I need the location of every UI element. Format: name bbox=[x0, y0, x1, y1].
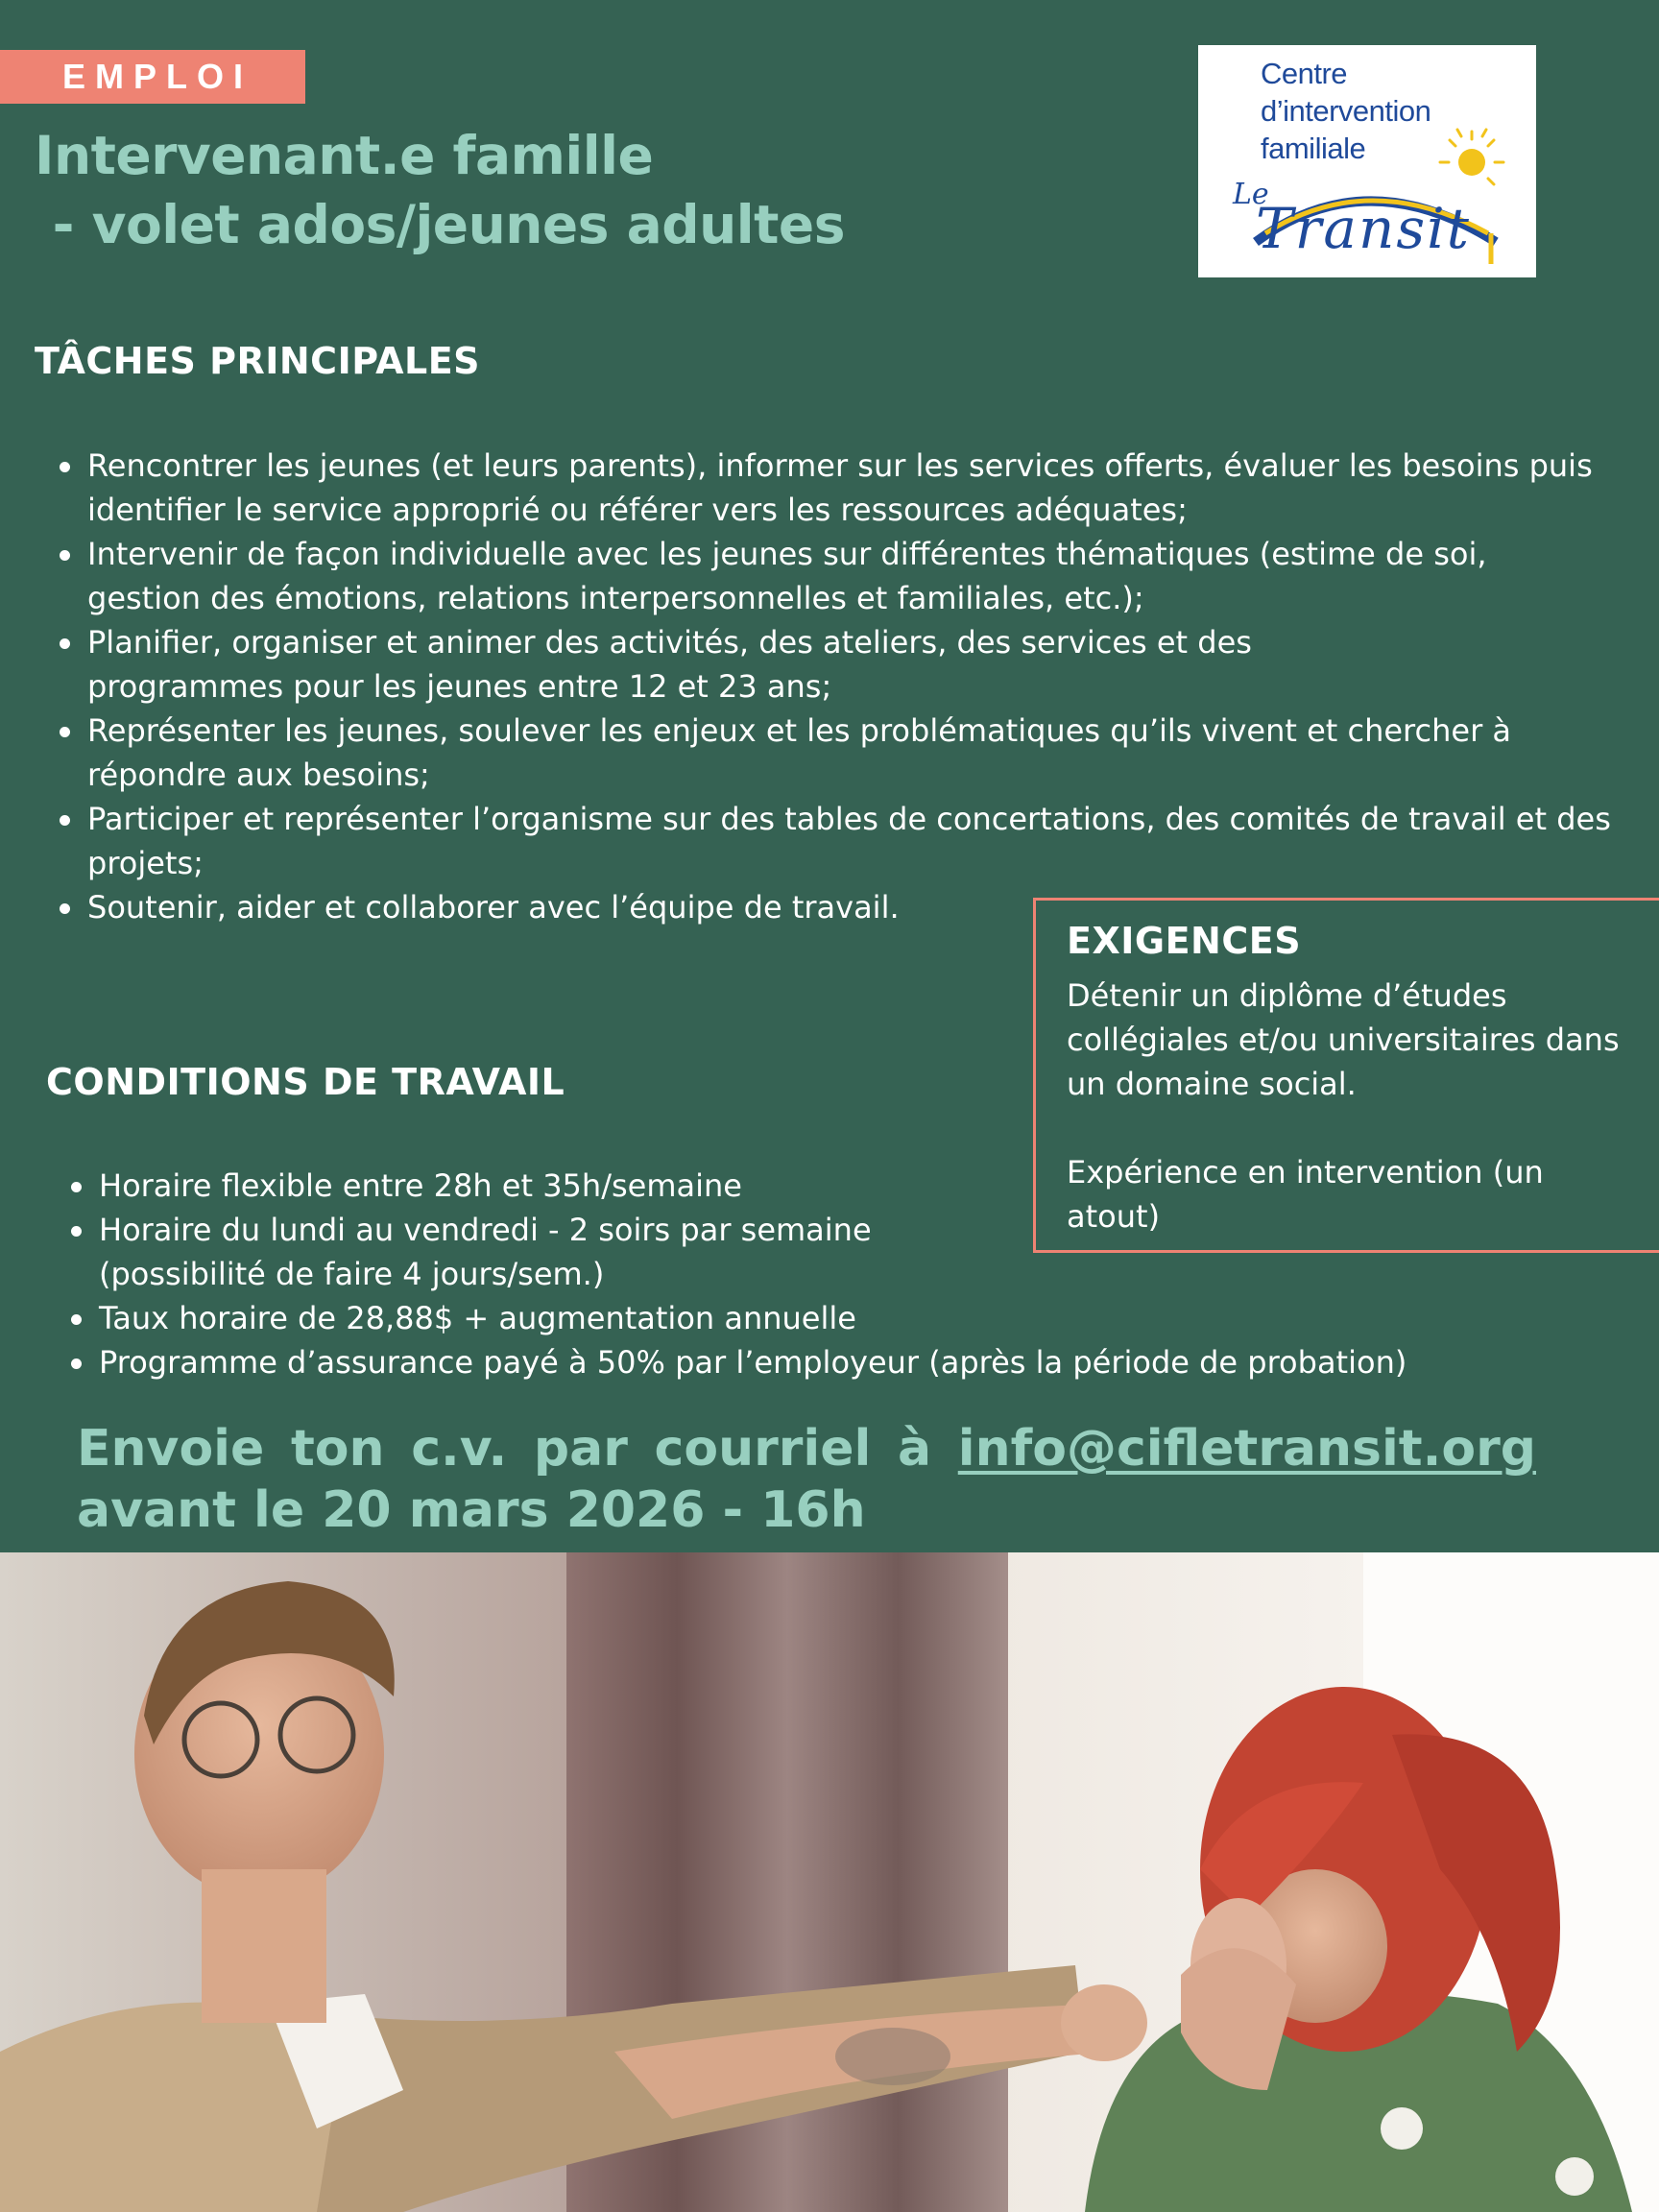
requirements-heading: EXIGENCES bbox=[1067, 920, 1302, 962]
cta-word: Envoie bbox=[77, 1420, 265, 1478]
logo-line-3: familiale bbox=[1261, 132, 1366, 165]
cta-word: ton bbox=[290, 1420, 385, 1478]
conditions-list bbox=[46, 1164, 1621, 1384]
task-item: Planifier, organiser et animer des activités, des ateliers, des services et des programmes pour les jeunes entre 12 et 23 ans; bbox=[35, 620, 1451, 709]
condition-item: Horaire flexible entre 28h et 35h/semaine bbox=[46, 1164, 1621, 1208]
application-call-to-action bbox=[77, 1418, 1536, 1541]
requirements-experience: Expérience en intervention (un atout) bbox=[1067, 1154, 1544, 1235]
email-link[interactable]: info@cifletransit.org bbox=[957, 1420, 1536, 1478]
task-item: Participer et représenter l’organisme sur des tables de concertations, des comités de travail et des projets; bbox=[35, 797, 1623, 885]
logo-script-small: Le bbox=[1233, 178, 1269, 211]
job-title-line-2: - volet ados/jeunes adultes bbox=[35, 194, 845, 255]
job-title bbox=[35, 121, 1110, 259]
task-item: Rencontrer les jeunes (et leurs parents), informer sur les services offerts, évaluer les besoins puis identifier le service approprié ou référer vers les ressources adéquates; bbox=[35, 444, 1609, 532]
task-item: Représenter les jeunes, soulever les enjeux et les problématiques qu’ils vivent et chercher à répondre aux besoins; bbox=[35, 709, 1527, 797]
cta-word: par bbox=[533, 1420, 628, 1478]
tasks-heading: TÂCHES PRINCIPALES bbox=[35, 340, 481, 382]
cta-deadline: avant le 20 mars 2026 - 16h bbox=[77, 1481, 866, 1539]
cta-line-1 bbox=[77, 1418, 1536, 1479]
logo-line-1: Centre bbox=[1261, 57, 1348, 90]
requirements-diploma: Détenir un diplôme d’études collégiales et/ou universitaires dans un domaine social. bbox=[1067, 977, 1620, 1102]
job-title-line-1: Intervenant.e famille bbox=[35, 125, 654, 186]
job-badge: EMPLOI bbox=[0, 50, 305, 104]
condition-item: Taux horaire de 28,88$ + augmentation annuelle bbox=[46, 1296, 1621, 1340]
logo-line-2: d’intervention bbox=[1261, 94, 1431, 128]
cta-word: courriel bbox=[654, 1420, 872, 1478]
counseling-photo bbox=[0, 1552, 1659, 2212]
task-item: Soutenir, aider et collaborer avec l’équipe de travail. bbox=[35, 885, 1609, 929]
conditions-heading: CONDITIONS DE TRAVAIL bbox=[46, 1061, 565, 1103]
logo-script-big: Transit bbox=[1256, 196, 1471, 261]
tasks-list bbox=[35, 444, 1609, 929]
counseling-photo-illustration bbox=[0, 1552, 1659, 2212]
condition-item: Programme d’assurance payé à 50% par l’employeur (après la période de probation) bbox=[46, 1340, 1621, 1384]
cta-word: à bbox=[897, 1420, 932, 1478]
condition-item: Horaire du lundi au vendredi - 2 soirs par semaine (possibilité de faire 4 jours/sem.) bbox=[46, 1208, 1021, 1296]
task-item: Intervenir de façon individuelle avec les jeunes sur différentes thématiques (estime de soi, gestion des émotions, relations interpersonnelles et familiales, etc.); bbox=[35, 532, 1609, 620]
organization-logo bbox=[1198, 45, 1536, 277]
cta-word: c.v. bbox=[411, 1420, 508, 1478]
logo-text bbox=[1261, 55, 1431, 167]
